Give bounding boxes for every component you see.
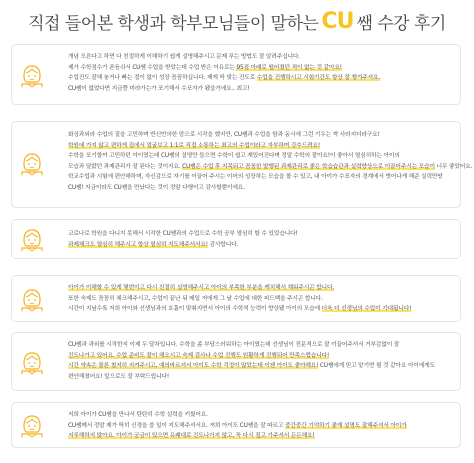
student-avatar-icon [18, 288, 46, 312]
review-line [68, 183, 454, 194]
review-line [68, 410, 454, 421]
review-text [68, 229, 454, 250]
review-line [68, 340, 454, 351]
review-phrase: 또한 숙제도 꼼꼼히 체크해주시고, 수업이 끝난 뒤 매일 저에게 그 날 수업에 대한 피드백을 주시곤 합니다. [68, 295, 323, 302]
highlighted-phrase: 95점 아래로 떨어졌던 적이 없는 것 같아요! [236, 64, 342, 71]
review-line [68, 421, 454, 432]
highlighted-phrase: 시간 약속은 물론 철저히 지켜주시고, 예의바르셔서 아이도 수학 걱정이 많았는데 이젠 아이도 좋아해요! [68, 363, 319, 369]
review-line [68, 52, 454, 63]
review-text [68, 52, 454, 94]
highlighted-phrase: 중간중간 기억하기 좋게 설명도 잘해주셔서 아이가 [284, 422, 407, 429]
review-text [68, 340, 454, 382]
highlighted-phrase: 진도나가고 있어요. 수업 준비도 잘이 해오시고 숙제 검사나 수업 진행도 원활하게 진행되어 만족스럽습니다! [68, 352, 330, 359]
review-phrase: 편안해졌어요! 앞으로도 잘 부탁드립니다! [68, 373, 169, 380]
review-phrase: 저희 아이가 CU쌤을 만나서 탄탄히 수학 실력을 키웠어요. [68, 412, 208, 418]
review-line [68, 73, 454, 84]
review-card [11, 332, 461, 391]
review-line [68, 172, 454, 183]
review-phrase: CU쌤께서 정말 제가 딱히 신경을 쓸 일이 지도해주셔서요. 저희 아이도 CU쌤을 잘 따르고 [68, 422, 285, 429]
review-line [68, 361, 454, 372]
brand-logo: CU [321, 8, 354, 34]
highlighted-phrase: 수업을 진행하시고 시험기간도 항상 잘 챙겨주셔요. [256, 75, 381, 81]
review-text [68, 283, 454, 315]
highlighted-phrase: 더욱 더 선생님의 수업이 기대됩니다! [321, 306, 412, 312]
review-line [68, 304, 454, 315]
review-phrase: CU쌤이 없었다면 지금쯤 미라가는가 포기해서 수포자가 됐을거에요.. 최고! [68, 85, 250, 92]
review-phrase: 시간이 지날수록 저희 아이와 선생님과의 호흡이 맞춰지면서 아이의 수학적 능력이 향상됐 아이의 모습에 [68, 306, 322, 312]
highlighted-phrase: 과제체크도 열심히 해주시고 항상 열심히 지도해주셔서요! [68, 241, 208, 248]
student-avatar-icon [18, 414, 46, 438]
review-phrase: 모습과 달랐던 과제관리가 잘 된다는 것이지요. [68, 163, 183, 170]
review-card [11, 44, 461, 105]
review-phrase: 개념 모른다고 하면 다 친절하게 이해하기 쉽게 설명해주시고 문제 푸는 방법도 잘 알려주십니다. [68, 54, 300, 60]
highlighted-phrase: CU쌤은 수업 후 지목되고 꼼꼼한 발행된 과제관리로 좋은 학습습관과 실력향상으로 이끌어주시는 모습이 [182, 163, 435, 170]
review-line [68, 294, 454, 305]
review-phrase: 수업진도 잘해 놓거나 빠는 절이 없이 성장 꼼꼼하십니다. 제게 딱 맞는 진도로 [68, 75, 257, 81]
review-line [68, 63, 454, 74]
highlighted-phrase: 아이가 이해할 수 있게 몇번이고 다시 친절히 설명해주시고 아이의 부족한 부분을 캐치해서 채워주시곤 합니다. [68, 285, 334, 291]
review-phrase: 학교수업과 시험에 편안해하며, 자신감으로 자기를 이끌어 주시는 이어의 성장하는 모습을 볼 수 있고, 내 아이가 수포자의 경계에서 벗어나게 해준 실력만땅 [68, 174, 443, 180]
review-card [11, 219, 461, 259]
review-line [68, 141, 454, 152]
review-text [68, 410, 454, 442]
highlighted-phrase: 학원에 가지 않고 편하게 집에서 얼굴보고 1:1로 직접 소통하는 최고의 수업이라고 자부하며 강추드려요! [68, 142, 320, 149]
review-phrase: 너무 좋았어요. [434, 163, 473, 170]
student-avatar-icon [18, 228, 46, 252]
review-line [68, 351, 454, 362]
student-avatar-icon [18, 351, 46, 375]
student-avatar-icon [18, 152, 46, 176]
review-card [11, 275, 461, 322]
review-line [68, 372, 454, 383]
review-line [68, 229, 454, 240]
review-text [68, 130, 473, 193]
review-phrase: CU쌤과 과외를 시작한지 이제 두 달차입니다. 수학을 좀 부담스러워하는 아이였는데 선생님이 전문적으로 잘 이끌어주셔서 거부감없이 잘 [68, 342, 400, 348]
review-line [68, 283, 454, 294]
review-card [11, 121, 473, 208]
review-line [68, 431, 454, 442]
review-line [68, 162, 473, 173]
review-phrase: 화상과외라 수업의 질을 고민하며 반신반의한 맘으로 시작을 했지만, CU쌤과 수업을 함과 동시에 그런 기우는 싹 사라지더라구요! [68, 132, 380, 138]
review-line [68, 151, 454, 162]
review-card [11, 402, 461, 448]
title-text-pre: 직접 들어본 학생과 학부모님들이 말하는 [28, 14, 319, 34]
review-line [68, 130, 454, 141]
review-phrase: 제가 수학점수가 폰듬쉬서 CU쌤 수업을 받았는데 수업 받은 이유로는 [68, 64, 237, 71]
review-phrase: CU쌤! 지금이라도 CU쌤을 만났다는 것이 정말 다행이고 감사할뿐이에요. [68, 184, 245, 191]
review-phrase: 코로나로 학원을 다니지 못해서 시작한 CU쌤과의 수업으로 수학 공부 열심히 할 수 있었습니다! [68, 231, 298, 237]
page-title [0, 9, 474, 34]
review-line [68, 240, 454, 251]
student-avatar-icon [18, 64, 46, 88]
review-phrase: 수학을 포기할까 고민하던 아이였는데 CU쌤의 설명만 들으면 수학이 쉽고 재밌어진다며 정말 수학의 잘아요!이 좋아서 열심히하는 아이의 [68, 153, 400, 159]
title-text-post: 쌤 수강 후기 [356, 14, 446, 34]
review-line [68, 84, 454, 95]
highlighted-phrase: 지루해하지 않아요. 아이가 궁금이 있으면 유쾌대로 진도나가지 않고, 꼭 다시 짚고 가주셔서 든든해요! [68, 433, 315, 439]
review-phrase: 감사합니다. [207, 241, 239, 248]
review-phrase: CU쌤에게 믿고 맡기면 될 것 같아요 아이에게도 [318, 363, 435, 369]
